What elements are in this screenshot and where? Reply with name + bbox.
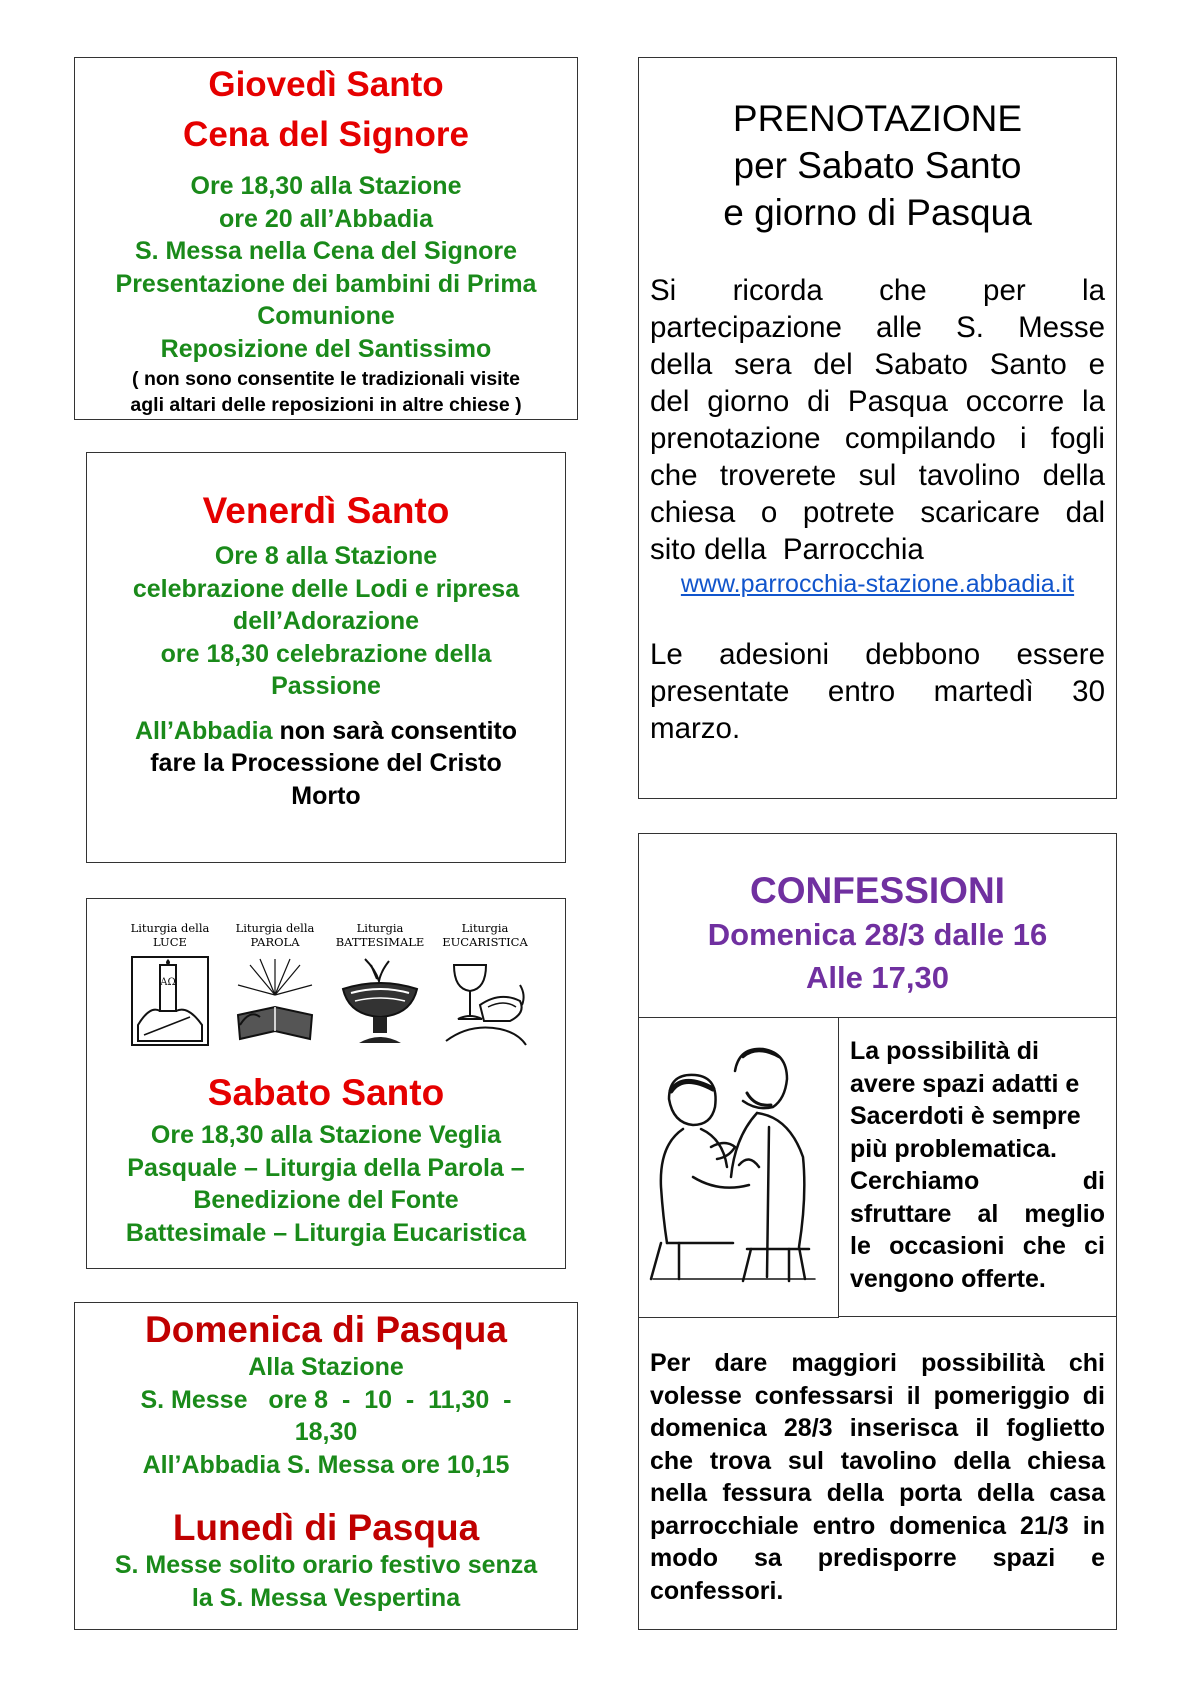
lunedi-title: Lunedì di Pasqua: [172, 1507, 480, 1548]
body-line: partecipazione alle S. Messe: [650, 311, 1105, 344]
body-line: Si ricorda che per la: [650, 274, 1105, 307]
venerdi-line: ore 18,30 celebrazione della: [160, 639, 492, 668]
liturgy-caption: LUCE: [153, 935, 187, 949]
instructions-text: Per dare maggiori possibilità chi volesse confessarsi il pomeriggio di domenica 28/3 inserisca il foglietto che trova sul tavolino della chiesa nella fessura della porta della casa parrocchiale entro domenica 21/3 in modo sa predisporre spazi e confessori.: [650, 1349, 1105, 1605]
side-line: più problematica.: [850, 1134, 1057, 1163]
sabato-line: Battesimale – Liturgia Eucaristica: [125, 1218, 527, 1247]
body-line: prenotazione compilando i fogli: [650, 422, 1105, 455]
liturgy-luce: [115, 921, 225, 1047]
baptismal-font-icon: [335, 955, 425, 1047]
giovedi-line: S. Messa nella Cena del Signore: [134, 237, 518, 265]
venerdi-line: Passione: [271, 672, 381, 700]
body-line: del giorno di Pasqua occorre la: [650, 385, 1105, 418]
confessioni-box: [638, 833, 1117, 1630]
confessioni-title: CONFESSIONI: [750, 870, 1005, 911]
venerdi-title: Venerdì Santo: [202, 490, 450, 531]
giovedi-santo-box: [74, 57, 578, 420]
abbadia-label: All’Abbadia: [135, 716, 273, 745]
prenotazione-subtitle: e giorno di Pasqua: [723, 192, 1032, 233]
domenica-title: Domenica di Pasqua: [145, 1309, 507, 1350]
domenica-line: S. Messe ore 8 - 10 - 11,30 -: [140, 1385, 512, 1414]
domenica-line: Alla Stazione: [248, 1353, 404, 1381]
side-line: La possibilità di: [850, 1037, 1039, 1065]
liturgy-illustrations: [115, 921, 545, 1051]
venerdi-note-line: Morto: [291, 781, 361, 810]
liturgy-caption: Liturgia: [461, 921, 509, 935]
liturgy-eucaristica: [430, 921, 540, 1047]
svg-text:AΩ: AΩ: [160, 977, 176, 988]
venerdi-line: Ore 8 alla Stazione: [214, 542, 438, 570]
venerdi-santo-box: [86, 452, 566, 863]
confessioni-instructions: [639, 1317, 1116, 1607]
venerdi-note-line: fare la Processione del Cristo: [150, 749, 502, 777]
side-line: sfruttare al meglio: [850, 1199, 1105, 1228]
side-line: le occasioni che ci: [850, 1232, 1105, 1260]
open-book-icon: [230, 955, 320, 1047]
sabato-line: Ore 18,30 alla Stazione Veglia: [150, 1121, 502, 1149]
abbadia-text: non sarà consentito: [272, 716, 517, 745]
body-line: che troverete sul tavolino della: [650, 459, 1105, 492]
candle-hands-icon: [130, 955, 210, 1047]
liturgy-battesimale: [325, 921, 435, 1047]
prenotazione-box: [638, 57, 1117, 799]
priest-penitent-icon: [639, 1017, 838, 1317]
confessioni-header: [639, 834, 1116, 1018]
side-line: Sacerdoti è sempre: [850, 1102, 1081, 1130]
lunedi-line: la S. Messa Vespertina: [191, 1583, 461, 1612]
domenica-line: All’Abbadia S. Messa ore 10,15: [142, 1450, 510, 1479]
side-line: avere spazi adatti e: [850, 1069, 1080, 1098]
giovedi-line: Presentazione dei bambini di Prima: [115, 269, 537, 298]
sabato-lines: [87, 1119, 565, 1249]
body-line: marzo.: [650, 712, 741, 745]
prenotazione-title: PRENOTAZIONE: [732, 98, 1023, 139]
giovedi-line: Reposizione del Santissimo: [160, 334, 492, 363]
giovedi-subtitle: Cena del Signore: [183, 115, 469, 154]
giovedi-title: Giovedì Santo: [208, 65, 444, 104]
giovedi-line: ore 20 all’Abbadia: [219, 204, 433, 233]
giovedi-line: Comunione: [257, 302, 395, 330]
venerdi-abbadia-note: [87, 715, 565, 813]
venerdi-line: dell’Adorazione: [232, 607, 420, 635]
sabato-line: Pasquale – Liturgia della Parola –: [127, 1153, 525, 1182]
giovedi-note: ( non sono consentite le tradizionali visite: [132, 368, 520, 390]
liturgy-caption: Liturgia della: [235, 921, 315, 935]
parish-website-link[interactable]: www.parrocchia-stazione.abbadia.it: [680, 570, 1075, 598]
domenica-pasqua-box: [74, 1302, 578, 1630]
body-line: della sera del Sabato Santo e: [650, 348, 1105, 381]
giovedi-line: Ore 18,30 alla Stazione: [190, 172, 462, 200]
body-line: chiesa o potrete scaricare dal: [650, 496, 1105, 529]
liturgy-caption: PAROLA: [250, 935, 300, 949]
domenica-line: 18,30: [294, 1418, 358, 1446]
confessioni-side-text: [838, 1017, 1116, 1317]
prenotazione-body: [650, 272, 1105, 747]
side-line: vengono offerte.: [850, 1264, 1046, 1293]
body-line: Le adesioni debbono essere: [650, 638, 1105, 671]
sabato-line: Benedizione del Fonte: [193, 1186, 459, 1214]
chalice-bread-icon: [440, 955, 530, 1047]
giovedi-note: agli altari delle reposizioni in altre chiese ): [130, 394, 522, 416]
liturgy-parola: [220, 921, 330, 1047]
venerdi-line: celebrazione delle Lodi e ripresa: [132, 574, 520, 603]
sabato-santo-box: [86, 898, 566, 1269]
side-line: Cerchiamo di: [850, 1167, 1105, 1195]
lunedi-line: S. Messe solito orario festivo senza: [114, 1551, 538, 1579]
liturgy-caption: Liturgia della: [130, 921, 210, 935]
prenotazione-subtitle: per Sabato Santo: [733, 145, 1022, 186]
confessioni-date: Domenica 28/3 dalle 16: [707, 917, 1048, 952]
confession-illustration: [639, 1017, 839, 1318]
body-line: presentate entro martedì 30: [650, 675, 1105, 708]
liturgy-caption: EUCARISTICA: [442, 935, 528, 949]
liturgy-caption: BATTESIMALE: [335, 935, 425, 949]
sabato-title: Sabato Santo: [207, 1072, 445, 1113]
body-line: sito della Parrocchia: [650, 533, 924, 566]
confessioni-time: Alle 17,30: [805, 960, 950, 995]
liturgy-caption: Liturgia: [356, 921, 404, 935]
